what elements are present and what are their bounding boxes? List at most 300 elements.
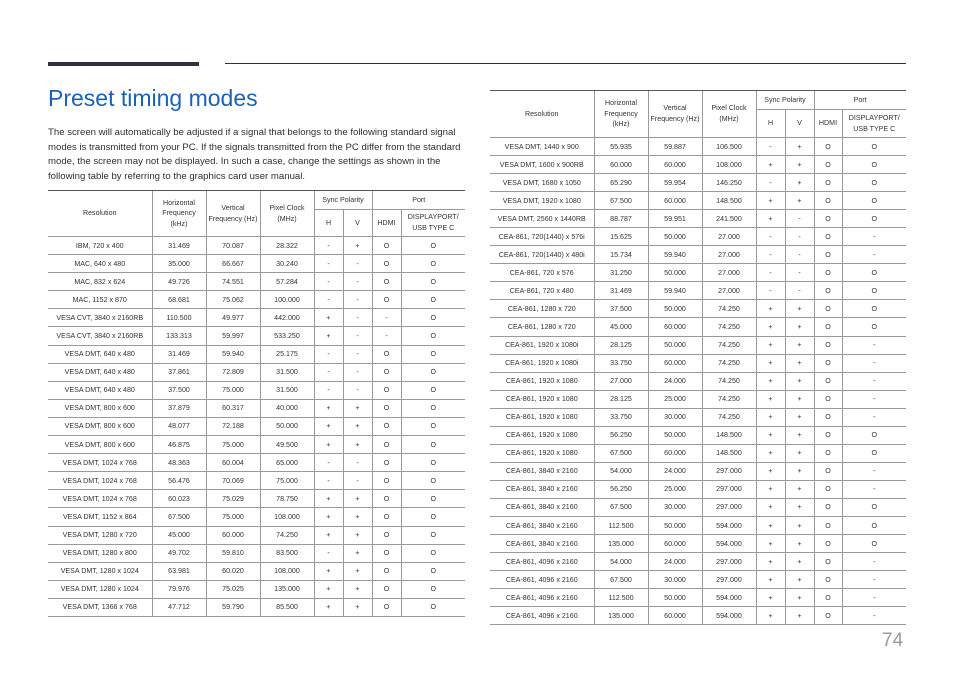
table-cell: 100.000 (260, 291, 314, 309)
table-cell: 60.004 (206, 454, 260, 472)
table-cell: + (785, 444, 814, 462)
table-cell: 594.000 (702, 516, 756, 534)
table-cell: + (314, 526, 343, 544)
table-cell: O (814, 300, 842, 318)
table-cell: 50.000 (648, 264, 702, 282)
table-cell: O (401, 291, 465, 309)
table-cell: 30.000 (648, 408, 702, 426)
table-cell: 37.879 (152, 399, 206, 417)
table-cell: O (814, 192, 842, 210)
table-cell: O (842, 498, 906, 516)
table-cell: - (785, 246, 814, 264)
table-cell: 59.887 (648, 138, 702, 156)
table-cell: + (756, 300, 785, 318)
table-row (490, 408, 906, 426)
table-cell: 135.000 (260, 580, 314, 598)
table-cell: 25.175 (260, 345, 314, 363)
table-cell: O (814, 282, 842, 300)
table-row (490, 589, 906, 607)
table-row (48, 472, 465, 490)
table-cell: - (343, 345, 372, 363)
table-cell: 31.469 (152, 345, 206, 363)
table-cell: - (314, 237, 343, 255)
table-row (48, 544, 465, 562)
table-cell: - (343, 363, 372, 381)
table-cell: O (372, 363, 401, 381)
table-cell: O (401, 237, 465, 255)
table-cell: + (756, 589, 785, 607)
table-cell: + (756, 192, 785, 210)
table-cell: O (814, 516, 842, 534)
page-number: 74 (882, 630, 904, 651)
table-cell: + (785, 390, 814, 408)
table-cell: 78.750 (260, 490, 314, 508)
table-cell: 50.000 (260, 417, 314, 435)
table-cell: 60.000 (648, 192, 702, 210)
col-vertical-frequency: Vertical Frequency (Hz) (206, 191, 260, 237)
col-sync-h: H (756, 110, 785, 138)
table-cell: O (372, 345, 401, 363)
table-cell: + (314, 562, 343, 580)
table-cell: 33.750 (594, 408, 648, 426)
table-row (48, 237, 465, 255)
table-cell: MAC, 640 x 480 (48, 255, 152, 273)
table-cell: CEA-861, 3840 x 2160 (490, 535, 594, 553)
table-cell: 85.500 (260, 598, 314, 616)
table-row (48, 345, 465, 363)
table-cell: CEA-861, 720 x 576 (490, 264, 594, 282)
col-vertical-frequency: Vertical Frequency (Hz) (648, 91, 702, 138)
table-row (490, 462, 906, 480)
table-cell: - (756, 264, 785, 282)
table-cell: 297.000 (702, 462, 756, 480)
table-cell: O (814, 138, 842, 156)
table-cell: O (842, 535, 906, 553)
table-cell: 74.250 (702, 390, 756, 408)
table-cell: 70.087 (206, 237, 260, 255)
table-row (48, 327, 465, 345)
table-cell: CEA-861, 1920 x 1080 (490, 390, 594, 408)
table-cell: VESA DMT, 1024 x 768 (48, 454, 152, 472)
table-cell: 74.551 (206, 273, 260, 291)
table-cell: 28.125 (594, 390, 648, 408)
table-cell: O (372, 399, 401, 417)
table-cell: O (814, 264, 842, 282)
table-row (48, 490, 465, 508)
col-port-displayport-usbc: DISPLAYPORT/ USB TYPE C (842, 110, 906, 138)
table-cell: VESA DMT, 1366 x 768 (48, 598, 152, 616)
table-cell: 45.000 (152, 526, 206, 544)
table-cell: - (842, 408, 906, 426)
table-row (490, 264, 906, 282)
table-cell: 59.810 (206, 544, 260, 562)
table-cell: 442.000 (260, 309, 314, 327)
table-cell: + (756, 354, 785, 372)
table-cell: + (785, 607, 814, 625)
table-cell: O (401, 436, 465, 454)
table-row (48, 598, 465, 616)
table-row (48, 255, 465, 273)
table-row (490, 156, 906, 174)
table-cell: VESA DMT, 800 x 600 (48, 417, 152, 435)
table-cell: - (343, 309, 372, 327)
table-row (490, 498, 906, 516)
table-cell: - (343, 472, 372, 490)
table-cell: 30.000 (648, 571, 702, 589)
table-cell: + (314, 436, 343, 454)
table-cell: CEA-861, 4096 x 2160 (490, 553, 594, 571)
table-cell: CEA-861, 720(1440) x 576i (490, 228, 594, 246)
table-cell: CEA-861, 1920 x 1080 (490, 408, 594, 426)
table-cell: O (842, 174, 906, 192)
table-row (490, 336, 906, 354)
table-cell: - (842, 553, 906, 571)
table-cell: VESA DMT, 1024 x 768 (48, 472, 152, 490)
table-cell: + (756, 408, 785, 426)
table-cell: + (756, 480, 785, 498)
table-cell: + (756, 210, 785, 228)
table-cell: + (785, 571, 814, 589)
table-cell: 30.240 (260, 255, 314, 273)
table-cell: O (814, 318, 842, 336)
table-row (490, 535, 906, 553)
table-cell: CEA-861, 3840 x 2160 (490, 498, 594, 516)
table-cell: 74.250 (702, 300, 756, 318)
table-cell: 50.000 (648, 228, 702, 246)
table-cell: + (314, 598, 343, 616)
table-row (48, 454, 465, 472)
table-cell: 25.000 (648, 480, 702, 498)
col-horizontal-frequency: Horizontal Frequency (kHz) (594, 91, 648, 138)
table-cell: O (842, 444, 906, 462)
table-cell: O (401, 508, 465, 526)
table-cell: + (343, 399, 372, 417)
table-cell: O (372, 417, 401, 435)
table-cell: 63.981 (152, 562, 206, 580)
table-cell: 59.790 (206, 598, 260, 616)
table-cell: 60.000 (594, 156, 648, 174)
table-cell: 75.000 (260, 472, 314, 490)
table-row (490, 571, 906, 589)
table-cell: 55.935 (594, 138, 648, 156)
col-pixel-clock: Pixel Clock (MHz) (260, 191, 314, 237)
table-cell: 59.951 (648, 210, 702, 228)
table-cell: 594.000 (702, 535, 756, 553)
table-cell: 27.000 (702, 264, 756, 282)
table-cell: 49.500 (260, 436, 314, 454)
table-cell: 59.940 (206, 345, 260, 363)
table-cell: 59.954 (648, 174, 702, 192)
table-cell: 594.000 (702, 607, 756, 625)
table-cell: + (343, 490, 372, 508)
table-cell: 75.000 (206, 381, 260, 399)
table-cell: 67.500 (594, 444, 648, 462)
table-cell: + (756, 571, 785, 589)
table-cell: + (756, 156, 785, 174)
table-cell: 35.000 (152, 255, 206, 273)
table-cell: - (314, 454, 343, 472)
table-cell: 65.000 (260, 454, 314, 472)
table-cell: CEA-861, 3840 x 2160 (490, 516, 594, 534)
table-cell: 67.500 (594, 498, 648, 516)
col-sync-h: H (314, 210, 343, 237)
table-cell: 59.997 (206, 327, 260, 345)
table-cell: O (401, 562, 465, 580)
table-cell: O (814, 390, 842, 408)
table-cell: 74.250 (702, 336, 756, 354)
table-cell: O (372, 381, 401, 399)
table-cell: 67.500 (152, 508, 206, 526)
table-cell: 57.284 (260, 273, 314, 291)
table-row (490, 354, 906, 372)
table-row (48, 508, 465, 526)
table-cell: + (314, 490, 343, 508)
table-cell: CEA-861, 1280 x 720 (490, 300, 594, 318)
table-cell: 27.000 (702, 228, 756, 246)
col-resolution: Resolution (490, 91, 594, 138)
table-cell: + (785, 426, 814, 444)
table-cell: 135.000 (594, 607, 648, 625)
table-row (48, 562, 465, 580)
table-cell: + (756, 516, 785, 534)
table-cell: 45.000 (594, 318, 648, 336)
table-cell: 49.702 (152, 544, 206, 562)
table-cell: - (842, 372, 906, 390)
table-cell: O (814, 498, 842, 516)
table-cell: VESA DMT, 800 x 600 (48, 436, 152, 454)
col-resolution: Resolution (48, 191, 152, 237)
table-cell: 50.000 (648, 300, 702, 318)
table-row (490, 192, 906, 210)
table-cell: O (842, 264, 906, 282)
table-cell: + (785, 354, 814, 372)
table-cell: 60.020 (206, 562, 260, 580)
table-cell: 60.000 (648, 318, 702, 336)
table-cell: 27.000 (594, 372, 648, 390)
table-row (490, 300, 906, 318)
table-cell: CEA-861, 1920 x 1080 (490, 426, 594, 444)
table-cell: - (756, 246, 785, 264)
table-cell: IBM, 720 x 400 (48, 237, 152, 255)
table-cell: 106.500 (702, 138, 756, 156)
header-rule (225, 63, 906, 64)
table-cell: - (343, 291, 372, 309)
table-cell: + (756, 336, 785, 354)
table-cell: 48.077 (152, 417, 206, 435)
table-cell: - (314, 544, 343, 562)
table-cell: + (343, 508, 372, 526)
table-cell: O (372, 598, 401, 616)
table-cell: 74.250 (702, 354, 756, 372)
table-cell: 297.000 (702, 498, 756, 516)
table-cell: + (756, 372, 785, 390)
table-cell: O (401, 544, 465, 562)
table-cell: + (314, 399, 343, 417)
table-row (490, 553, 906, 571)
table-cell: O (814, 589, 842, 607)
table-row (48, 381, 465, 399)
table-cell: O (842, 210, 906, 228)
table-cell: 533.250 (260, 327, 314, 345)
table-cell: - (343, 454, 372, 472)
table-cell: 88.787 (594, 210, 648, 228)
table-cell: + (785, 318, 814, 336)
table-cell: 74.250 (702, 408, 756, 426)
col-horizontal-frequency: Horizontal Frequency (kHz) (152, 191, 206, 237)
col-port-displayport-usbc: DISPLAYPORT/ USB TYPE C (401, 210, 465, 237)
table-cell: VESA CVT, 3840 x 2160RB (48, 309, 152, 327)
table-cell: - (314, 472, 343, 490)
table-cell: 24.000 (648, 462, 702, 480)
table-cell: + (785, 192, 814, 210)
col-sync-v: V (343, 210, 372, 237)
table-cell: + (343, 417, 372, 435)
table-cell: - (343, 327, 372, 345)
table-cell: CEA-861, 4096 x 2160 (490, 607, 594, 625)
table-row (490, 372, 906, 390)
table-cell: 79.976 (152, 580, 206, 598)
table-cell: VESA DMT, 2560 x 1440RB (490, 210, 594, 228)
table-cell: - (314, 345, 343, 363)
table-cell: 59.940 (648, 246, 702, 264)
table-cell: O (401, 327, 465, 345)
col-port-hdmi: HDMI (814, 110, 842, 138)
table-cell: + (785, 372, 814, 390)
table-cell: - (785, 282, 814, 300)
table-cell: VESA DMT, 800 x 600 (48, 399, 152, 417)
table-cell: 72.188 (206, 417, 260, 435)
table-row (48, 580, 465, 598)
table-cell: 74.250 (260, 526, 314, 544)
table-cell: O (842, 516, 906, 534)
table-cell: 49.977 (206, 309, 260, 327)
table-cell: 60.000 (648, 444, 702, 462)
table-row (490, 444, 906, 462)
table-cell: O (372, 255, 401, 273)
table-cell: + (343, 544, 372, 562)
table-cell: O (814, 336, 842, 354)
table-cell: 594.000 (702, 589, 756, 607)
table-cell: 74.250 (702, 318, 756, 336)
table-cell: + (785, 336, 814, 354)
table-cell: CEA-861, 1920 x 1080 (490, 444, 594, 462)
table-cell: + (343, 436, 372, 454)
table-cell: CEA-861, 1920 x 1080i (490, 354, 594, 372)
table-cell: + (785, 589, 814, 607)
table-cell: 28.322 (260, 237, 314, 255)
table-cell: 50.000 (648, 426, 702, 444)
table-cell: 65.290 (594, 174, 648, 192)
table-cell: 241.500 (702, 210, 756, 228)
table-cell: - (842, 354, 906, 372)
table-row (490, 282, 906, 300)
table-cell: CEA-861, 3840 x 2160 (490, 462, 594, 480)
table-cell: 46.875 (152, 436, 206, 454)
table-cell: 70.069 (206, 472, 260, 490)
table-row (48, 363, 465, 381)
table-cell: VESA DMT, 1280 x 800 (48, 544, 152, 562)
col-port: Port (372, 191, 465, 210)
table-cell: 108.000 (260, 562, 314, 580)
table-cell: 59.940 (648, 282, 702, 300)
table-cell: VESA DMT, 1152 x 864 (48, 508, 152, 526)
table-cell: + (756, 498, 785, 516)
table-cell: 108.000 (260, 508, 314, 526)
table-cell: O (372, 562, 401, 580)
table-cell: - (343, 381, 372, 399)
table-row (48, 399, 465, 417)
table-cell: + (785, 138, 814, 156)
table-cell: 56.250 (594, 480, 648, 498)
table-cell: O (401, 580, 465, 598)
table-cell: O (814, 553, 842, 571)
table-cell: VESA DMT, 640 x 480 (48, 381, 152, 399)
table-cell: O (842, 192, 906, 210)
table-cell: VESA DMT, 1680 x 1050 (490, 174, 594, 192)
table-cell: - (372, 327, 401, 345)
table-cell: 133.313 (152, 327, 206, 345)
table-cell: 50.000 (648, 336, 702, 354)
table-cell: - (314, 273, 343, 291)
table-cell: 15.625 (594, 228, 648, 246)
table-cell: O (372, 580, 401, 598)
table-cell: VESA DMT, 1280 x 1024 (48, 562, 152, 580)
table-cell: O (814, 408, 842, 426)
table-cell: O (372, 472, 401, 490)
table-cell: CEA-861, 4096 x 2160 (490, 571, 594, 589)
timing-table-left-body (48, 237, 465, 617)
table-cell: - (314, 363, 343, 381)
table-cell: + (343, 526, 372, 544)
table-cell: + (756, 318, 785, 336)
table-row (490, 210, 906, 228)
table-cell: MAC, 832 x 624 (48, 273, 152, 291)
table-cell: - (785, 210, 814, 228)
table-cell: 15.734 (594, 246, 648, 264)
table-cell: 75.062 (206, 291, 260, 309)
table-cell: 37.500 (152, 381, 206, 399)
table-cell: 148.500 (702, 426, 756, 444)
table-cell: - (343, 255, 372, 273)
table-cell: + (756, 426, 785, 444)
table-cell: O (814, 354, 842, 372)
col-sync-polarity: Sync Polarity (756, 91, 814, 110)
table-row (490, 246, 906, 264)
table-cell: 83.500 (260, 544, 314, 562)
table-row (490, 228, 906, 246)
table-cell: O (401, 363, 465, 381)
table-cell: - (756, 282, 785, 300)
table-cell: + (756, 607, 785, 625)
table-cell: 56.250 (594, 426, 648, 444)
table-cell: O (401, 490, 465, 508)
table-cell: 24.000 (648, 372, 702, 390)
table-cell: O (842, 300, 906, 318)
table-row (48, 436, 465, 454)
table-cell: VESA DMT, 1024 x 768 (48, 490, 152, 508)
table-cell: 56.476 (152, 472, 206, 490)
table-cell: O (401, 526, 465, 544)
table-cell: O (842, 426, 906, 444)
table-cell: 24.000 (648, 553, 702, 571)
table-cell: 37.861 (152, 363, 206, 381)
table-cell: O (842, 156, 906, 174)
table-cell: 60.023 (152, 490, 206, 508)
table-cell: 74.250 (702, 372, 756, 390)
timing-table-right-body (490, 138, 906, 625)
table-cell: + (314, 327, 343, 345)
table-cell: O (401, 309, 465, 327)
